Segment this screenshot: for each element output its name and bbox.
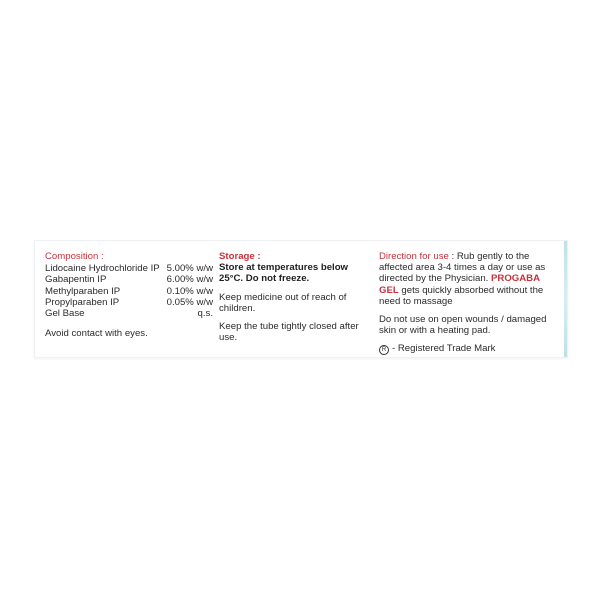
ingredient-row: [45, 297, 213, 308]
ingredient-name: Propylparaben IP: [45, 296, 120, 308]
ingredient-name: Methylparaben IP: [45, 285, 121, 297]
eye-contact-warning: Avoid contact with eyes.: [45, 328, 148, 340]
product-label-strip: [34, 240, 568, 358]
directions-text: [379, 251, 557, 307]
wound-caution: Do not use on open wounds / damaged skin or with a heating pad.: [379, 314, 547, 337]
ingredient-row: [45, 263, 213, 274]
directions-heading: Direction for use: [379, 251, 449, 262]
children-warning: Keep medicine out of reach of children.: [219, 291, 347, 314]
composition-section: [45, 251, 213, 339]
storage-heading: Storage :: [219, 251, 261, 262]
trademark-note: [379, 343, 557, 355]
brand-name: PROGABA GEL: [379, 273, 540, 296]
trademark-text: - Registered Trade Mark: [392, 343, 496, 355]
directions-body-end: gets quickly absorbed without the need to massage: [379, 284, 544, 307]
label-edge-stripe: [564, 241, 567, 357]
ingredient-name: Gel Base: [45, 308, 85, 320]
directions-body: : Rub gently to the affected area 3-4 times a day or use as directed by the Physician.: [379, 251, 546, 285]
composition-heading: Composition :: [45, 251, 104, 262]
ingredient-name: Gabapentin IP: [45, 274, 107, 286]
registered-trademark-icon: R: [379, 345, 389, 355]
ingredient-amount: 0.05% w/w: [166, 296, 213, 308]
storage-section: [219, 251, 365, 343]
ingredient-amount: 5.00% w/w: [166, 263, 213, 275]
ingredient-amount: 6.00% w/w: [166, 274, 213, 286]
directions-section: [379, 251, 557, 355]
ingredient-amount: q.s.: [197, 308, 213, 320]
ingredient-row: [45, 274, 213, 285]
storage-instruction: Store at temperatures below 25°C. Do not freeze.: [219, 262, 349, 285]
ingredient-row: [45, 308, 213, 319]
ingredient-amount: 0.10% w/w: [166, 285, 213, 297]
tube-closure-note: Keep the tube tightly closed after use.: [219, 321, 359, 344]
ingredient-row: [45, 286, 213, 297]
ingredient-name: Lidocaine Hydrochloride IP: [45, 263, 160, 275]
